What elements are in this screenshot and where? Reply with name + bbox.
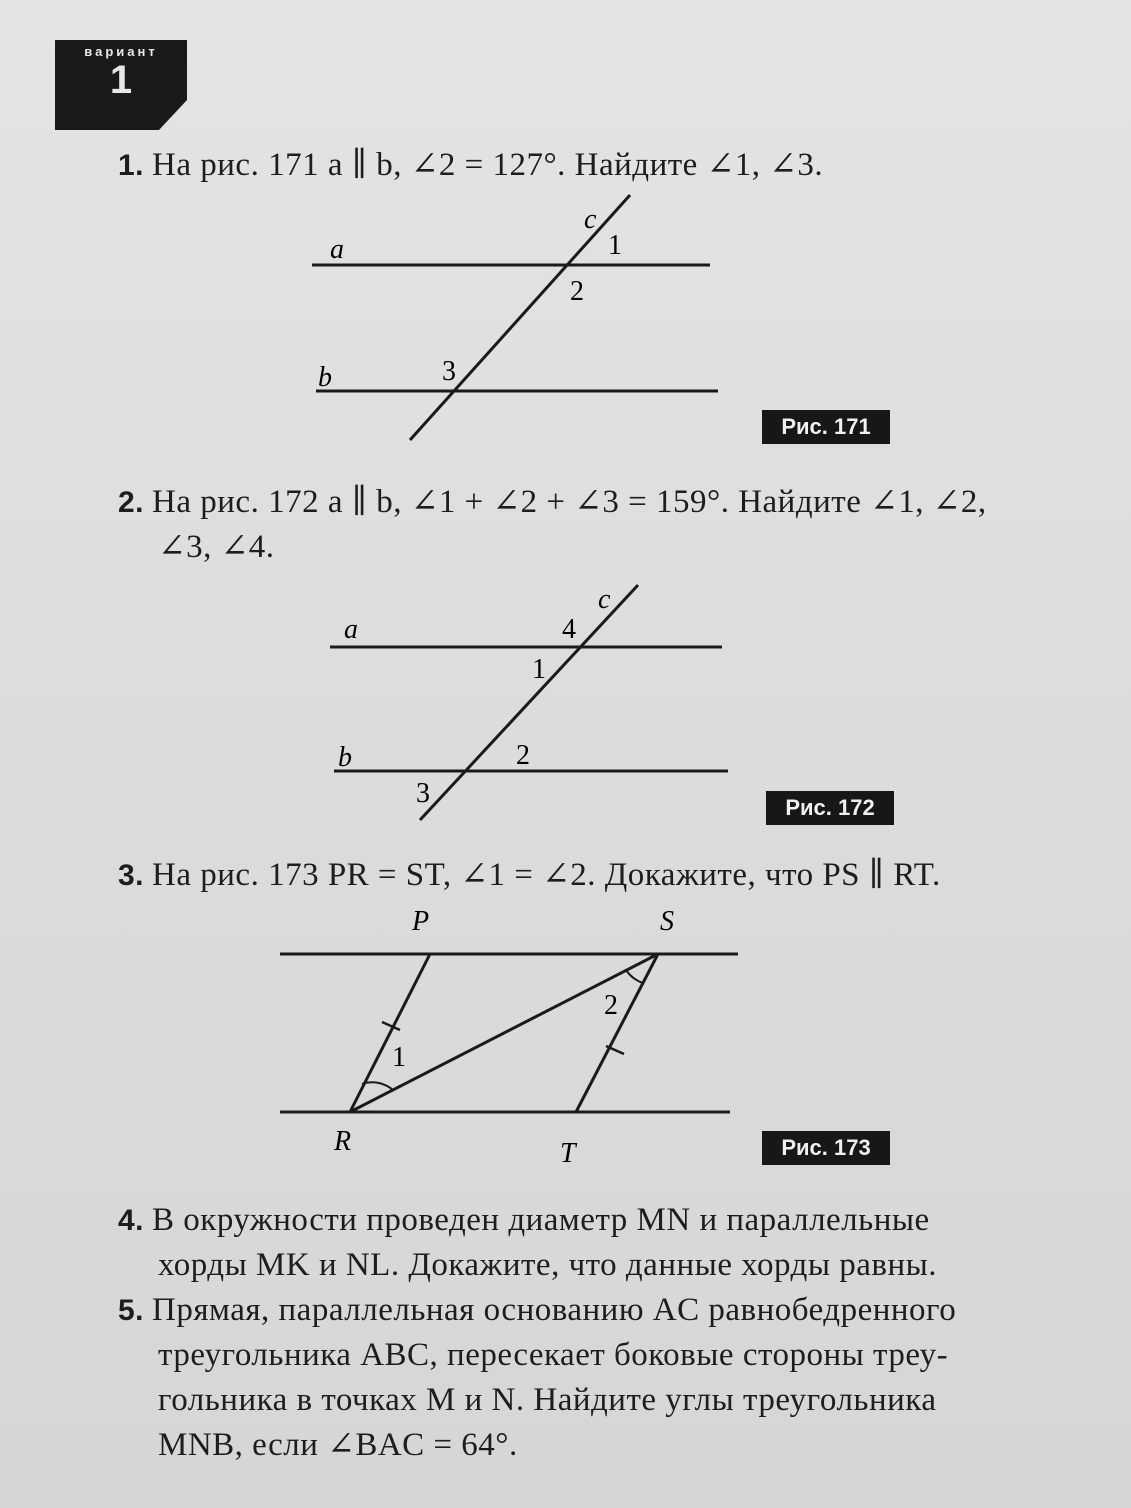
angle-4-label: 4 bbox=[562, 614, 576, 645]
variant-word: вариант bbox=[84, 44, 158, 59]
task-2 bbox=[118, 480, 1108, 570]
task-text-line2: ∠3, ∠4. bbox=[158, 529, 275, 565]
label-b: b bbox=[338, 742, 352, 773]
line-c bbox=[410, 195, 630, 440]
angle-3-label: 3 bbox=[416, 778, 430, 809]
label-r: R bbox=[334, 1126, 352, 1157]
label-t: T bbox=[560, 1138, 576, 1169]
angle-2-label: 2 bbox=[604, 990, 618, 1021]
figure-172-label: Рис. 172 bbox=[766, 791, 894, 825]
variant-badge bbox=[55, 40, 187, 132]
segment-st bbox=[576, 954, 658, 1112]
task-number: 2. bbox=[118, 486, 145, 519]
variant-number: 1 bbox=[109, 58, 133, 102]
task-5 bbox=[118, 1288, 1108, 1468]
angle-2-label: 2 bbox=[570, 276, 584, 307]
angle-1-label: 1 bbox=[608, 230, 622, 261]
task-text: На рис. 171 a ∥ b, ∠2 = 127°. Найдите ∠1, ∠3. bbox=[152, 147, 824, 183]
task-text-line4: MNB, если ∠BAC = 64°. bbox=[158, 1427, 518, 1463]
label-a: a bbox=[330, 234, 344, 265]
task-text-line1: На рис. 172 a ∥ b, ∠1 + ∠2 + ∠3 = 159°. Найдите ∠1, ∠2, bbox=[152, 484, 987, 520]
label-a: a bbox=[344, 614, 358, 645]
figure-171-label: Рис. 171 bbox=[762, 410, 890, 444]
angle-3-label: 3 bbox=[442, 356, 456, 387]
figure-173-label: Рис. 173 bbox=[762, 1131, 890, 1165]
figure-173 bbox=[270, 900, 750, 1175]
figure-171 bbox=[300, 190, 740, 450]
angle-2-arc bbox=[626, 970, 643, 983]
line-c bbox=[420, 585, 638, 820]
label-p: P bbox=[412, 906, 430, 937]
figure-172 bbox=[320, 580, 740, 830]
label-s: S bbox=[660, 906, 674, 937]
label-c: c bbox=[584, 204, 597, 235]
task-text: На рис. 173 PR = ST, ∠1 = ∠2. Докажите, что PS ∥ RT. bbox=[152, 857, 941, 893]
task-1 bbox=[118, 143, 1108, 188]
task-number: 3. bbox=[118, 859, 145, 892]
task-text-line2: треугольника ABC, пересекает боковые стороны треу- bbox=[158, 1337, 949, 1373]
task-number: 4. bbox=[118, 1204, 145, 1237]
label-c: c bbox=[598, 584, 611, 615]
task-text-line3: гольника в точках M и N. Найдите углы треугольника bbox=[158, 1382, 937, 1418]
angle-2-label: 2 bbox=[516, 740, 530, 771]
task-3 bbox=[118, 853, 1108, 898]
task-text-line1: В окружности проведен диаметр MN и параллельные bbox=[152, 1202, 930, 1238]
task-4 bbox=[118, 1198, 1108, 1288]
task-number: 1. bbox=[118, 149, 145, 182]
angle-1-arc bbox=[362, 1082, 393, 1090]
task-text-line1: Прямая, параллельная основанию AC равнобедренного bbox=[152, 1292, 957, 1328]
label-b: b bbox=[318, 362, 332, 393]
segment-rs bbox=[350, 954, 658, 1112]
task-number: 5. bbox=[118, 1294, 145, 1327]
angle-1-label: 1 bbox=[532, 654, 546, 685]
task-text-line2: хорды MK и NL. Докажите, что данные хорды равны. bbox=[158, 1247, 938, 1283]
angle-1-label: 1 bbox=[392, 1042, 406, 1073]
